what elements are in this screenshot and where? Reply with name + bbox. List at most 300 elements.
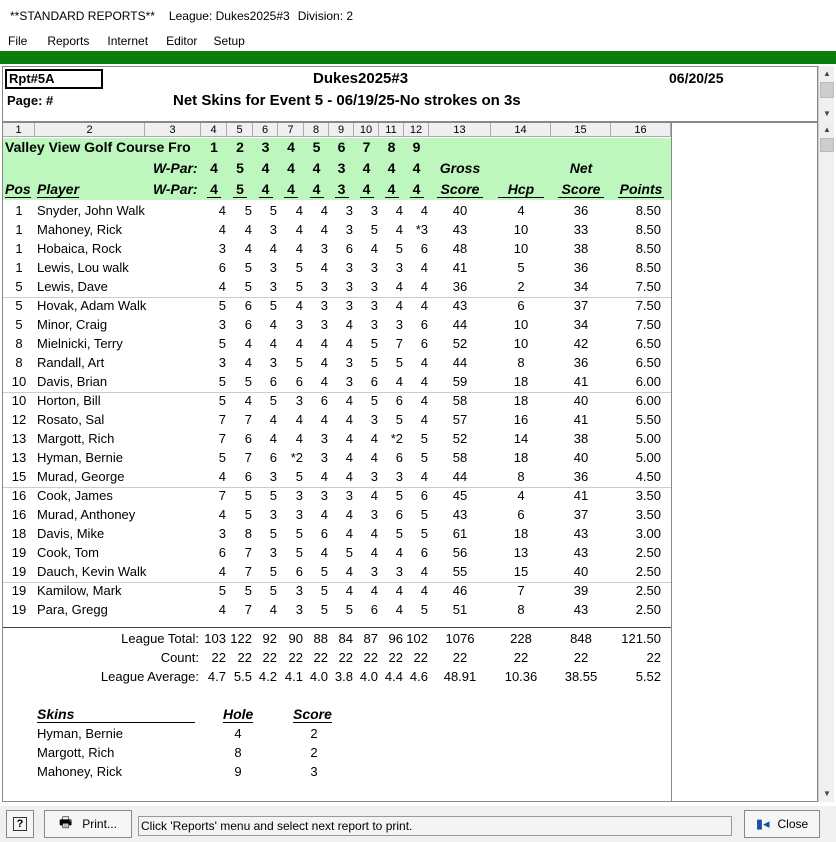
row-player: Horton, Bill	[37, 393, 101, 408]
skins-score: 2	[310, 745, 318, 760]
row-hole-score: 5	[395, 526, 403, 541]
row-gross: 46	[452, 583, 468, 598]
row-hole-score: 4	[320, 507, 328, 522]
hole-par-2: 4	[259, 181, 273, 198]
row-hole-score: 4	[420, 469, 428, 484]
row-hole-score: 4	[345, 526, 353, 541]
row-hole-score: 3	[320, 241, 328, 256]
hole-number: 2	[236, 139, 244, 155]
row-hole-score: 3	[295, 488, 303, 503]
hole-par-2: 4	[310, 181, 324, 198]
row-hole-score: 5	[269, 393, 277, 408]
row-points: 6.00	[635, 374, 661, 389]
row-hole-score: 7	[244, 545, 252, 560]
empty-right-pane	[671, 123, 818, 802]
row-pos: 13	[11, 431, 27, 446]
row-net: 41	[573, 374, 589, 389]
row-pos: 19	[11, 583, 27, 598]
row-gross: 57	[452, 412, 468, 427]
row-player: Snyder, John Walk	[37, 203, 145, 218]
row-hole-score: 3	[395, 260, 403, 275]
row-hole-score: 4	[320, 336, 328, 351]
row-hole-score: 4	[395, 298, 403, 313]
count-hole-value: 22	[237, 650, 252, 665]
row-hole-score: 4	[244, 393, 252, 408]
row-hcp: 10	[513, 241, 529, 256]
row-hole-score: 6	[420, 488, 428, 503]
row-hole-score: 4	[370, 488, 378, 503]
row-hcp: 10	[513, 336, 529, 351]
row-hole-score: 5	[218, 336, 226, 351]
row-gross: 43	[452, 507, 468, 522]
row-hole-score: 4	[295, 431, 303, 446]
count-hole-value: 22	[363, 650, 378, 665]
row-net: 37	[573, 507, 589, 522]
row-hcp: 4	[517, 203, 525, 218]
row-hole-score: 6	[420, 241, 428, 256]
report-id: Rpt#5A	[5, 69, 103, 89]
row-points: 2.50	[635, 602, 661, 617]
hole-par: 4	[261, 160, 270, 176]
row-hole-score: 5	[218, 393, 226, 408]
page-number: Page: #	[7, 93, 54, 108]
row-points: 2.50	[635, 564, 661, 579]
hole-number: 3	[261, 139, 270, 155]
row-player: Mahoney, Rick	[37, 222, 123, 237]
row-points: 8.50	[635, 241, 661, 256]
row-net: 38	[573, 241, 589, 256]
row-pos: 1	[15, 260, 23, 275]
menu-setup[interactable]: Setup	[213, 34, 245, 48]
course-name: Valley View Golf Course Fro	[5, 139, 191, 155]
column-number-6: 6	[253, 123, 278, 137]
row-gross: 51	[452, 602, 468, 617]
hole-par-2: 4	[207, 181, 221, 198]
row-hcp: 8	[517, 602, 525, 617]
row-points: 3.50	[635, 507, 661, 522]
hole-number: 6	[337, 139, 346, 155]
row-hole-score: 5	[370, 355, 378, 370]
report-title: Dukes2025#3	[313, 70, 409, 87]
row-net: 41	[573, 412, 589, 427]
row-gross: 43	[452, 298, 468, 313]
row-hole-score: 4	[269, 412, 277, 427]
row-hole-score: 6	[395, 450, 403, 465]
row-hole-score: 3	[395, 564, 403, 579]
menu-file[interactable]: File	[8, 34, 28, 48]
totals-separator	[3, 627, 671, 628]
row-hole-score: 3	[320, 298, 328, 313]
row-hole-score: 5	[244, 203, 252, 218]
row-hole-score: 3	[370, 203, 378, 218]
row-hole-score: 3	[269, 355, 277, 370]
scroll-up-icon[interactable]: ▲	[823, 69, 831, 78]
row-hole-score: 5	[269, 203, 277, 218]
row-hole-score: 4	[218, 279, 226, 294]
league-average-hole-value: 4.6	[409, 669, 428, 684]
league-total-hole-value: 84	[338, 631, 353, 646]
row-net: 43	[573, 526, 589, 541]
column-number-7: 7	[278, 123, 304, 137]
row-hole-score: 7	[244, 564, 252, 579]
row-hole-score: 5	[218, 374, 226, 389]
row-gross: 45	[452, 488, 468, 503]
row-player: Dauch, Kevin Walk	[37, 564, 147, 579]
row-net: 37	[573, 298, 589, 313]
row-hcp: 14	[513, 431, 529, 446]
menu-internet[interactable]: Internet	[107, 34, 149, 48]
row-points: 6.50	[635, 336, 661, 351]
row-hole-score: 4	[244, 355, 252, 370]
skins-name: Mahoney, Rick	[37, 764, 123, 779]
close-label: Close	[777, 817, 809, 831]
row-hole-score: 4	[420, 355, 428, 370]
row-player: Cook, Tom	[37, 545, 99, 560]
row-gross: 44	[452, 469, 468, 484]
row-hole-score: 4	[269, 336, 277, 351]
row-hole-score: 4	[320, 355, 328, 370]
row-player: Hyman, Bernie	[37, 450, 123, 465]
pos-label: Pos	[5, 181, 31, 197]
row-points: 8.50	[635, 260, 661, 275]
row-pos: 19	[11, 602, 27, 617]
row-hole-score: 5	[420, 507, 428, 522]
row-hcp: 8	[517, 469, 525, 484]
row-hole-score: 4	[420, 260, 428, 275]
row-hole-score: 4	[395, 222, 403, 237]
header-scroll-thumb[interactable]	[820, 82, 834, 98]
row-hole-score: 5	[320, 583, 328, 598]
row-hole-score: 4	[345, 431, 353, 446]
menu-reports[interactable]: Reports	[47, 34, 90, 48]
row-hole-score: 4	[345, 564, 353, 579]
title-bar	[0, 0, 836, 31]
hole-par: 4	[362, 160, 371, 176]
league-total-hole-value: 96	[388, 631, 403, 646]
column-number-14: 14	[491, 123, 551, 137]
row-hole-score: 3	[345, 260, 353, 275]
count-hole-value: 22	[288, 650, 303, 665]
status-message: Click 'Reports' menu and select next report to print.	[138, 816, 732, 836]
row-hole-score: 6	[244, 469, 252, 484]
row-hole-score: 3	[218, 355, 226, 370]
row-hole-score: 3	[218, 241, 226, 256]
row-points: 5.00	[635, 450, 661, 465]
row-hole-score: 6	[295, 374, 303, 389]
row-hole-score: 4	[420, 279, 428, 294]
league-average-value: 48.91	[443, 669, 477, 684]
row-hole-score: 3	[345, 279, 353, 294]
row-hole-score: 3	[320, 317, 328, 332]
row-hcp: 10	[513, 222, 529, 237]
league-total-points: 121.50	[621, 631, 661, 646]
row-hole-score: 4	[269, 602, 277, 617]
row-points: 8.50	[635, 203, 661, 218]
row-pos: 19	[11, 564, 27, 579]
menu-bar	[0, 31, 836, 51]
count-value: 22	[573, 650, 589, 665]
row-hole-score: 5	[269, 488, 277, 503]
row-player: Randall, Art	[37, 355, 105, 370]
row-net: 36	[573, 355, 589, 370]
row-hole-score: 3	[370, 260, 378, 275]
row-hole-score: 4	[320, 374, 328, 389]
row-hole-score: 3	[218, 317, 226, 332]
row-hole-score: 3	[269, 507, 277, 522]
row-hole-score: 4	[320, 545, 328, 560]
row-hole-score: 5	[420, 526, 428, 541]
column-number-header	[3, 123, 671, 137]
column-number-15: 15	[551, 123, 611, 137]
row-hole-score: 6	[420, 336, 428, 351]
row-hole-score: 6	[370, 374, 378, 389]
row-hole-score: 4	[269, 317, 277, 332]
row-hole-score: 4	[420, 412, 428, 427]
row-hole-score: *2	[390, 431, 403, 446]
main-scrollbar[interactable]	[818, 122, 834, 802]
row-hole-score: 5	[244, 583, 252, 598]
row-hole-score: 3	[320, 450, 328, 465]
hole-par: 5	[236, 160, 244, 176]
row-hole-score: 3	[370, 298, 378, 313]
row-gross: 61	[452, 526, 468, 541]
row-hole-score: 4	[295, 412, 303, 427]
league-total-value: 228	[510, 631, 532, 646]
row-hole-score: 6	[244, 298, 252, 313]
row-net: 40	[573, 564, 589, 579]
league-average-hole-value: 4.1	[284, 669, 303, 684]
hole-number: 9	[412, 139, 421, 155]
league-average-hole-value: 3.8	[334, 669, 353, 684]
row-hole-score: 4	[218, 602, 226, 617]
row-hole-score: 5	[370, 222, 378, 237]
row-hole-score: 6	[395, 507, 403, 522]
row-hole-score: 5	[218, 583, 226, 598]
row-hcp: 8	[517, 355, 525, 370]
row-hole-score: 3	[345, 222, 353, 237]
row-pos: 18	[11, 526, 27, 541]
row-hole-score: 4	[345, 507, 353, 522]
menu-editor[interactable]: Editor	[166, 34, 198, 48]
column-number-8: 8	[304, 123, 329, 137]
row-hole-score: 3	[320, 279, 328, 294]
row-points: 4.50	[635, 469, 661, 484]
row-pos: 8	[15, 355, 23, 370]
net-score-label: Score	[558, 181, 604, 198]
close-button[interactable]	[744, 810, 820, 838]
row-hole-score: 4	[420, 374, 428, 389]
scroll-down-icon[interactable]: ▼	[823, 789, 831, 798]
row-hole-score: 6	[420, 545, 428, 560]
count-value: 22	[513, 650, 529, 665]
league-average-hole-value: 5.5	[233, 669, 252, 684]
count-label: Count:	[160, 650, 199, 665]
row-net: 41	[573, 488, 589, 503]
row-pos: 10	[11, 393, 27, 408]
hole-number: 4	[287, 139, 295, 155]
hole-par-2: 4	[360, 181, 374, 198]
skins-score-header: Score	[293, 706, 332, 722]
row-hole-score: 7	[218, 412, 226, 427]
row-hole-score: 5	[395, 355, 403, 370]
row-hcp: 18	[513, 526, 529, 541]
row-hole-score: 6	[320, 393, 328, 408]
row-points: 7.50	[635, 279, 661, 294]
row-hole-score: 4	[395, 545, 403, 560]
row-gross: 43	[452, 222, 468, 237]
row-hole-score: 7	[244, 450, 252, 465]
row-hole-score: 4	[320, 222, 328, 237]
row-hcp: 6	[517, 507, 525, 522]
league-average-value: 38.55	[564, 669, 598, 684]
row-pos: 13	[11, 450, 27, 465]
row-net: 39	[573, 583, 589, 598]
player-label: Player	[37, 181, 80, 197]
row-hole-score: 3	[370, 317, 378, 332]
row-hole-score: 7	[244, 602, 252, 617]
row-hole-score: 4	[345, 336, 353, 351]
column-number-2: 2	[35, 123, 145, 137]
column-number-9: 9	[329, 123, 354, 137]
row-hole-score: 5	[370, 336, 378, 351]
row-hole-score: 3	[320, 431, 328, 446]
row-hole-score: 6	[295, 564, 303, 579]
column-number-12: 12	[404, 123, 429, 137]
row-hole-score: 3	[370, 564, 378, 579]
print-button[interactable]	[44, 810, 132, 838]
row-hole-score: 4	[395, 279, 403, 294]
row-hole-score: 3	[370, 279, 378, 294]
row-hole-score: 3	[295, 507, 303, 522]
row-hole-score: 4	[295, 298, 303, 313]
status-bar	[0, 806, 836, 842]
row-hole-score: 5	[295, 279, 303, 294]
row-hole-score: 3	[269, 469, 277, 484]
row-hole-score: 5	[244, 279, 252, 294]
row-hole-score: 3	[370, 412, 378, 427]
league-total-value: 848	[570, 631, 592, 646]
row-gross: 48	[452, 241, 468, 256]
row-hole-score: 3	[345, 488, 353, 503]
row-player: Murad, George	[37, 469, 125, 484]
row-points: 2.50	[635, 545, 661, 560]
row-hole-score: 4	[345, 317, 353, 332]
league-average-hole-value: 4.7	[207, 669, 226, 684]
row-hole-score: 5	[295, 526, 303, 541]
row-hole-score: *3	[415, 222, 428, 237]
row-net: 43	[573, 602, 589, 617]
row-hole-score: 5	[395, 241, 403, 256]
row-hole-score: 6	[269, 450, 277, 465]
row-hole-score: 7	[218, 431, 226, 446]
net-label: Net	[569, 160, 593, 176]
row-hole-score: 4	[370, 431, 378, 446]
hole-par-2: 4	[385, 181, 399, 198]
row-hole-score: 5	[244, 507, 252, 522]
count-points: 22	[646, 650, 661, 665]
row-points: 7.50	[635, 317, 661, 332]
row-pos: 1	[15, 203, 23, 218]
scroll-down-icon[interactable]: ▼	[823, 109, 831, 118]
scroll-up-icon[interactable]: ▲	[823, 125, 831, 134]
row-hole-score: 4	[370, 241, 378, 256]
row-hole-score: 5	[395, 412, 403, 427]
row-hole-score: 3	[269, 279, 277, 294]
row-gross: 58	[452, 393, 468, 408]
row-hole-score: 6	[420, 317, 428, 332]
row-gross: 52	[452, 431, 468, 446]
row-gross: 44	[452, 355, 468, 370]
header-scrollbar[interactable]	[818, 66, 834, 122]
league-total-hole-value: 92	[262, 631, 277, 646]
row-hole-score: 4	[295, 203, 303, 218]
row-net: 36	[573, 469, 589, 484]
row-hole-score: 4	[395, 583, 403, 598]
door-exit-icon: ▮◂	[755, 816, 770, 831]
row-hole-score: 3	[370, 469, 378, 484]
row-hole-score: 4	[345, 469, 353, 484]
row-hole-score: 4	[320, 203, 328, 218]
row-hcp: 6	[517, 298, 525, 313]
hole-par-2: 4	[284, 181, 298, 198]
row-hole-score: 6	[244, 317, 252, 332]
row-hole-score: 3	[370, 507, 378, 522]
row-hcp: 2	[517, 279, 525, 294]
row-net: 34	[573, 279, 589, 294]
row-net: 33	[573, 222, 589, 237]
row-points: 2.50	[635, 583, 661, 598]
skins-score: 3	[310, 764, 318, 779]
row-hole-score: 3	[345, 355, 353, 370]
row-hole-score: 5	[345, 545, 353, 560]
league-average-hole-value: 4.2	[258, 669, 277, 684]
row-hole-score: 3	[295, 583, 303, 598]
row-hole-score: 6	[218, 545, 226, 560]
hole-par-2: 4	[410, 181, 424, 198]
row-hole-score: 6	[320, 526, 328, 541]
row-net: 38	[573, 431, 589, 446]
row-hole-score: 5	[244, 488, 252, 503]
column-number-11: 11	[379, 123, 404, 137]
row-points: 5.00	[635, 431, 661, 446]
row-hole-score: 4	[218, 469, 226, 484]
row-hole-score: 4	[370, 583, 378, 598]
hole-par: 4	[287, 160, 295, 176]
row-hole-score: 4	[345, 450, 353, 465]
row-hole-score: 4	[395, 203, 403, 218]
row-hole-score: 4	[420, 583, 428, 598]
help-button[interactable]	[6, 810, 34, 838]
row-net: 36	[573, 260, 589, 275]
league-total-hole-value: 102	[406, 631, 428, 646]
row-pos: 5	[15, 298, 23, 313]
row-hole-score: 3	[295, 393, 303, 408]
row-points: 3.00	[635, 526, 661, 541]
row-net: 36	[573, 203, 589, 218]
gross-label: Gross	[439, 160, 481, 176]
row-hole-score: 4	[345, 583, 353, 598]
row-hole-score: 3	[269, 260, 277, 275]
row-hole-score: 4	[320, 260, 328, 275]
skins-hole: 8	[234, 745, 242, 760]
row-hole-score: 4	[320, 469, 328, 484]
league-average-hole-value: 4.0	[309, 669, 328, 684]
row-gross: 36	[452, 279, 468, 294]
row-hole-score: 5	[295, 355, 303, 370]
row-hole-score: 4	[420, 564, 428, 579]
main-scroll-thumb[interactable]	[820, 138, 834, 152]
hole-par: 3	[337, 160, 346, 176]
